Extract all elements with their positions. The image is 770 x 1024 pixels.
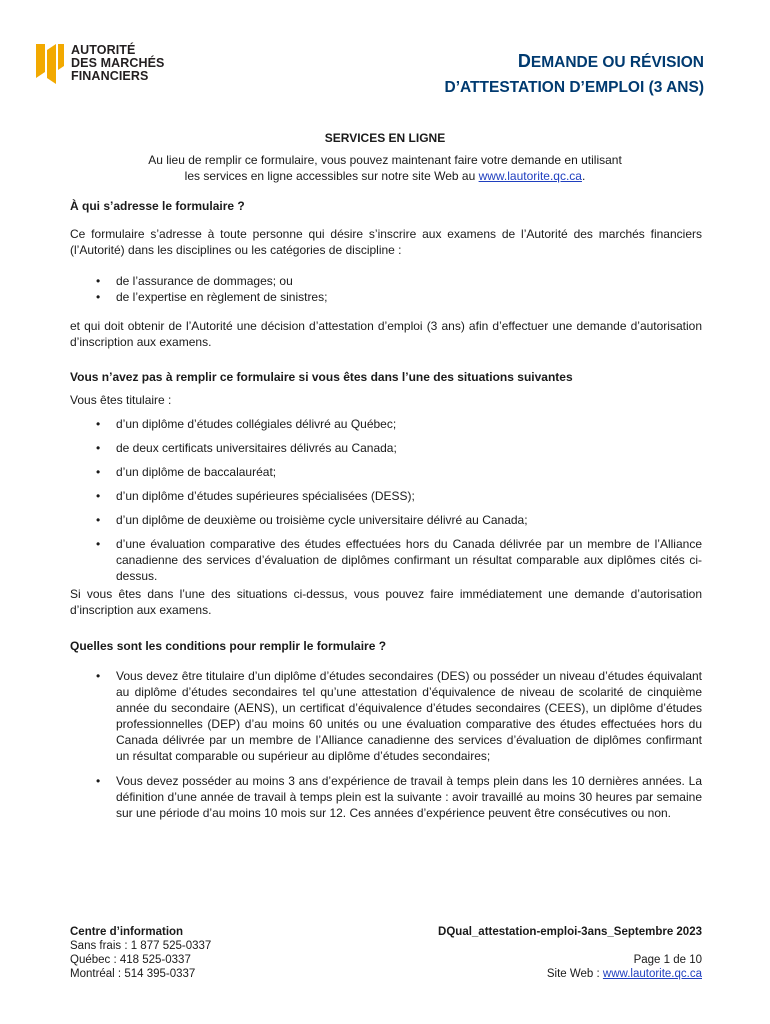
section1-heading-text: À qui s’adresse le formulaire ?	[70, 199, 245, 213]
footer-contact-line: Québec : 418 525-0337	[70, 954, 191, 966]
logo-line: AUTORITÉ	[71, 43, 136, 57]
website-link[interactable]: www.lautorite.qc.ca	[478, 169, 582, 183]
footer-contact	[70, 925, 211, 981]
title-initial: D	[517, 51, 531, 71]
services-text: les services en ligne accessibles sur notre site Web au	[184, 169, 479, 183]
section2-outro: Si vous êtes dans l’une des situations ci-dessus, vous pouvez faire immédiatement une demande d’autorisation d’inscription aux examens.	[70, 587, 702, 617]
amf-logo	[36, 44, 164, 84]
footer-doc-code: DQual_attestation-emploi-3ans_Septembre 2023	[438, 926, 702, 938]
logo-line: FINANCIERS	[71, 69, 149, 83]
section1-intro: Ce formulaire s’adresse à toute personne qui désire s’inscrire aux examens de l’Autorité des marchés financiers (l’Autorité) dans les disciplines ou les catégories de discipline :	[70, 227, 702, 257]
list-item: • d’une évaluation comparative des études effectuées hors du Canada délivrée par un membre de l’Alliance canadienne des services d’évaluation de diplômes confirmant un résultat comparable aux diplômes cités ci-dessus.	[70, 536, 702, 584]
footer-meta	[438, 925, 702, 981]
list-item: • de l’assurance de dommages; ou	[70, 273, 702, 289]
footer-page-number: Page 1 de 10	[633, 954, 702, 966]
services-line-1: Au lieu de remplir ce formulaire, vous pouvez maintenant faire votre demande en utilisant	[148, 153, 622, 167]
footer-website-link[interactable]: www.lautorite.qc.ca	[602, 968, 702, 980]
footer-contact-heading: Centre d’information	[70, 926, 184, 938]
services-period: .	[581, 169, 586, 183]
section2-heading	[70, 369, 702, 385]
document-title	[445, 49, 704, 100]
section2-intro: Vous êtes titulaire :	[70, 393, 172, 407]
footer-contact-line: Sans frais : 1 877 525-0337	[70, 940, 212, 952]
title-rest: EMANDE OU RÉVISION	[530, 54, 704, 71]
list-item: • d’un diplôme d’études collégiales délivré au Québec;	[70, 416, 702, 432]
section1-list	[70, 273, 702, 305]
footer-spacer	[438, 939, 702, 953]
section3-heading	[70, 638, 702, 654]
logo-line: DES MARCHÉS	[71, 56, 165, 70]
section2-heading-text: Vous n’avez pas à remplir ce formulaire si vous êtes dans l’une des situations suivantes	[70, 370, 573, 384]
section1-heading	[70, 198, 702, 214]
logo-text	[71, 44, 164, 83]
footer-contact-line: Montréal : 514 395-0337	[70, 968, 196, 980]
services-paragraph	[0, 152, 770, 184]
title-line-1	[445, 49, 704, 75]
list-item: • d’un diplôme d’études supérieures spécialisées (DESS);	[70, 488, 702, 504]
section3-heading-text: Quelles sont les conditions pour remplir le formulaire ?	[70, 639, 387, 653]
section3-list	[70, 668, 702, 821]
list-item: • d’un diplôme de baccalauréat;	[70, 464, 702, 480]
list-item: • d’un diplôme de deuxième ou troisième cycle universitaire délivré au Canada;	[70, 512, 702, 528]
footer-website	[438, 967, 702, 981]
list-item: • de deux certificats universitaires délivrés au Canada;	[70, 440, 702, 456]
services-heading: SERVICES EN LIGNE	[324, 131, 446, 145]
services-line-2	[0, 168, 770, 184]
amf-logo-mark	[36, 44, 64, 84]
section1-outro: et qui doit obtenir de l’Autorité une décision d’attestation d’emploi (3 ans) afin d’effectuer une demande d’autorisation d’inscription aux examens.	[70, 319, 702, 349]
list-item: • Vous devez posséder au moins 3 ans d’expérience de travail à temps plein dans les 10 dernières années. La définition d’une année de travail à temps plein est la suivante : avoir travaillé au moins 30 heures par semaine sur une période d’au moins 10 mois sur 12. Ces années d’expérience peuvent être consécutives ou non.	[70, 773, 702, 821]
list-item: • Vous devez être titulaire d’un diplôme d’études secondaires (DES) ou posséder un niveau d’études équivalant au diplôme d’études secondaires tel qu’une attestation d’équivalence de niveau de scolarité de cinquième année du secondaire (AENS), un certificat d’équivalence d’études secondaires (CEES), un diplôme d’études professionnelles (DEP) d’au moins 60 unités ou une évaluation comparative des études effectuées hors du Canada délivrée par un membre de l’Alliance canadienne des services d’évaluation de diplômes confirmant un résultat comparable ou supérieur au diplôme d’études secondaires;	[70, 668, 702, 764]
title-line-2: D’ATTESTATION D’EMPLOI (3 ANS)	[444, 79, 704, 96]
section2-list	[70, 416, 702, 584]
footer-website-label: Site Web :	[546, 968, 603, 980]
list-item: • de l’expertise en règlement de sinistres;	[70, 289, 702, 305]
